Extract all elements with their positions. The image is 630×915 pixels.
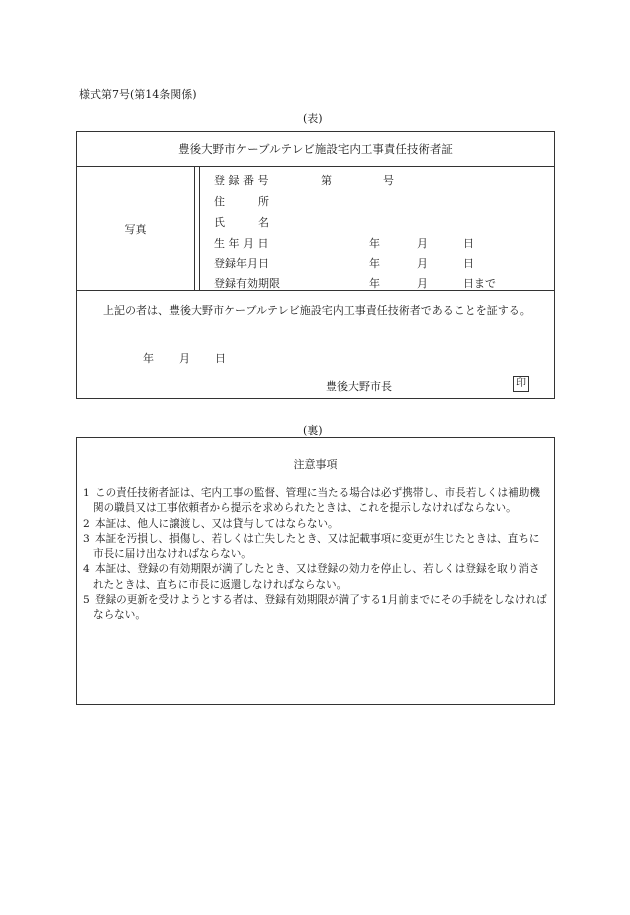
field-value-expiry-year: 年 [369, 277, 380, 290]
front-side-caption: (表) [303, 112, 323, 125]
issue-date-year: 年 [143, 352, 154, 365]
note-number: 4 [83, 563, 90, 576]
note-item [83, 593, 549, 624]
seal-mark: 印 [513, 376, 529, 392]
field-label-address: 住 所 [214, 195, 269, 208]
field-value-birth-month: 月 [417, 237, 428, 250]
certificate-front [76, 131, 555, 399]
note-text: 本証は、他人に譲渡し、又は貸与してはならない。 [95, 517, 339, 530]
field-value-birth-year: 年 [369, 237, 380, 250]
note-item [83, 486, 549, 517]
field-value-registration-day: 日 [463, 257, 474, 270]
note-number: 5 [83, 594, 90, 607]
notes-title: 注意事項 [293, 458, 338, 471]
note-item [83, 517, 549, 532]
certificate-back [76, 437, 555, 705]
issue-date-month: 月 [179, 352, 190, 365]
issue-date-day: 日 [215, 352, 226, 365]
note-number: 2 [83, 517, 90, 530]
field-label-expiry: 登録有効期限 [214, 277, 280, 290]
note-text: 本証を汚損し、損傷し、若しくは亡失したとき、又は記載事項に変更が生じたときは、直ちに市長に届け出なければならない。 [93, 532, 540, 561]
note-text: この責任技術者証は、宅内工事の監督、管理に当たる場合は必ず携帯し、市長若しくは補助機関の職員又は工事依頼者から提示を求められたときは、これを提示しなければならない。 [93, 487, 540, 515]
note-item [83, 562, 549, 593]
photo-label: 写真 [124, 222, 147, 236]
note-item [83, 532, 549, 563]
note-text: 本証は、登録の有効期限が満了したとき、又は登録の効力を停止し、若しくは登録を取り消されたときは、直ちに市長に返還しなければならない。 [93, 563, 540, 591]
field-value-registration-dai: 第 [321, 174, 332, 187]
field-value-registration-go: 号 [383, 174, 394, 187]
field-value-birth-day: 日 [463, 237, 474, 250]
certificate-title: 豊後大野市ケーブルテレビ施設宅内工事責任技術者証 [77, 132, 554, 167]
note-text: 登録の更新を受けようとする者は、登録有効期限が満了する1月前までにその手続をしなければならない。 [93, 594, 547, 622]
field-value-registration-month: 月 [417, 257, 428, 270]
field-value-expiry-month: 月 [417, 277, 428, 290]
field-value-expiry-day: 日まで [463, 277, 496, 290]
field-value-registration-year: 年 [369, 257, 380, 270]
certification-text: 上記の者は、豊後大野市ケーブルテレビ施設宅内工事責任技術者であることを証する。 [103, 304, 531, 317]
note-number: 3 [83, 532, 90, 545]
notes-list [83, 486, 549, 624]
field-label-birth-date: 生 年 月 日 [214, 237, 269, 250]
photo-area [77, 167, 195, 290]
issuer-name: 豊後大野市長 [326, 380, 392, 393]
field-label-name: 氏 名 [214, 216, 269, 229]
back-side-caption: (裏) [303, 424, 323, 437]
form-number-label: 様式第7号(第14条関係) [79, 88, 197, 101]
fields-bottom-border [77, 290, 554, 291]
field-label-registration-number: 登 録 番 号 [214, 174, 269, 187]
field-label-registration-date: 登録年月日 [214, 257, 269, 270]
certification-statement [92, 303, 547, 319]
photo-divider [199, 167, 200, 290]
note-number: 1 [83, 487, 90, 499]
